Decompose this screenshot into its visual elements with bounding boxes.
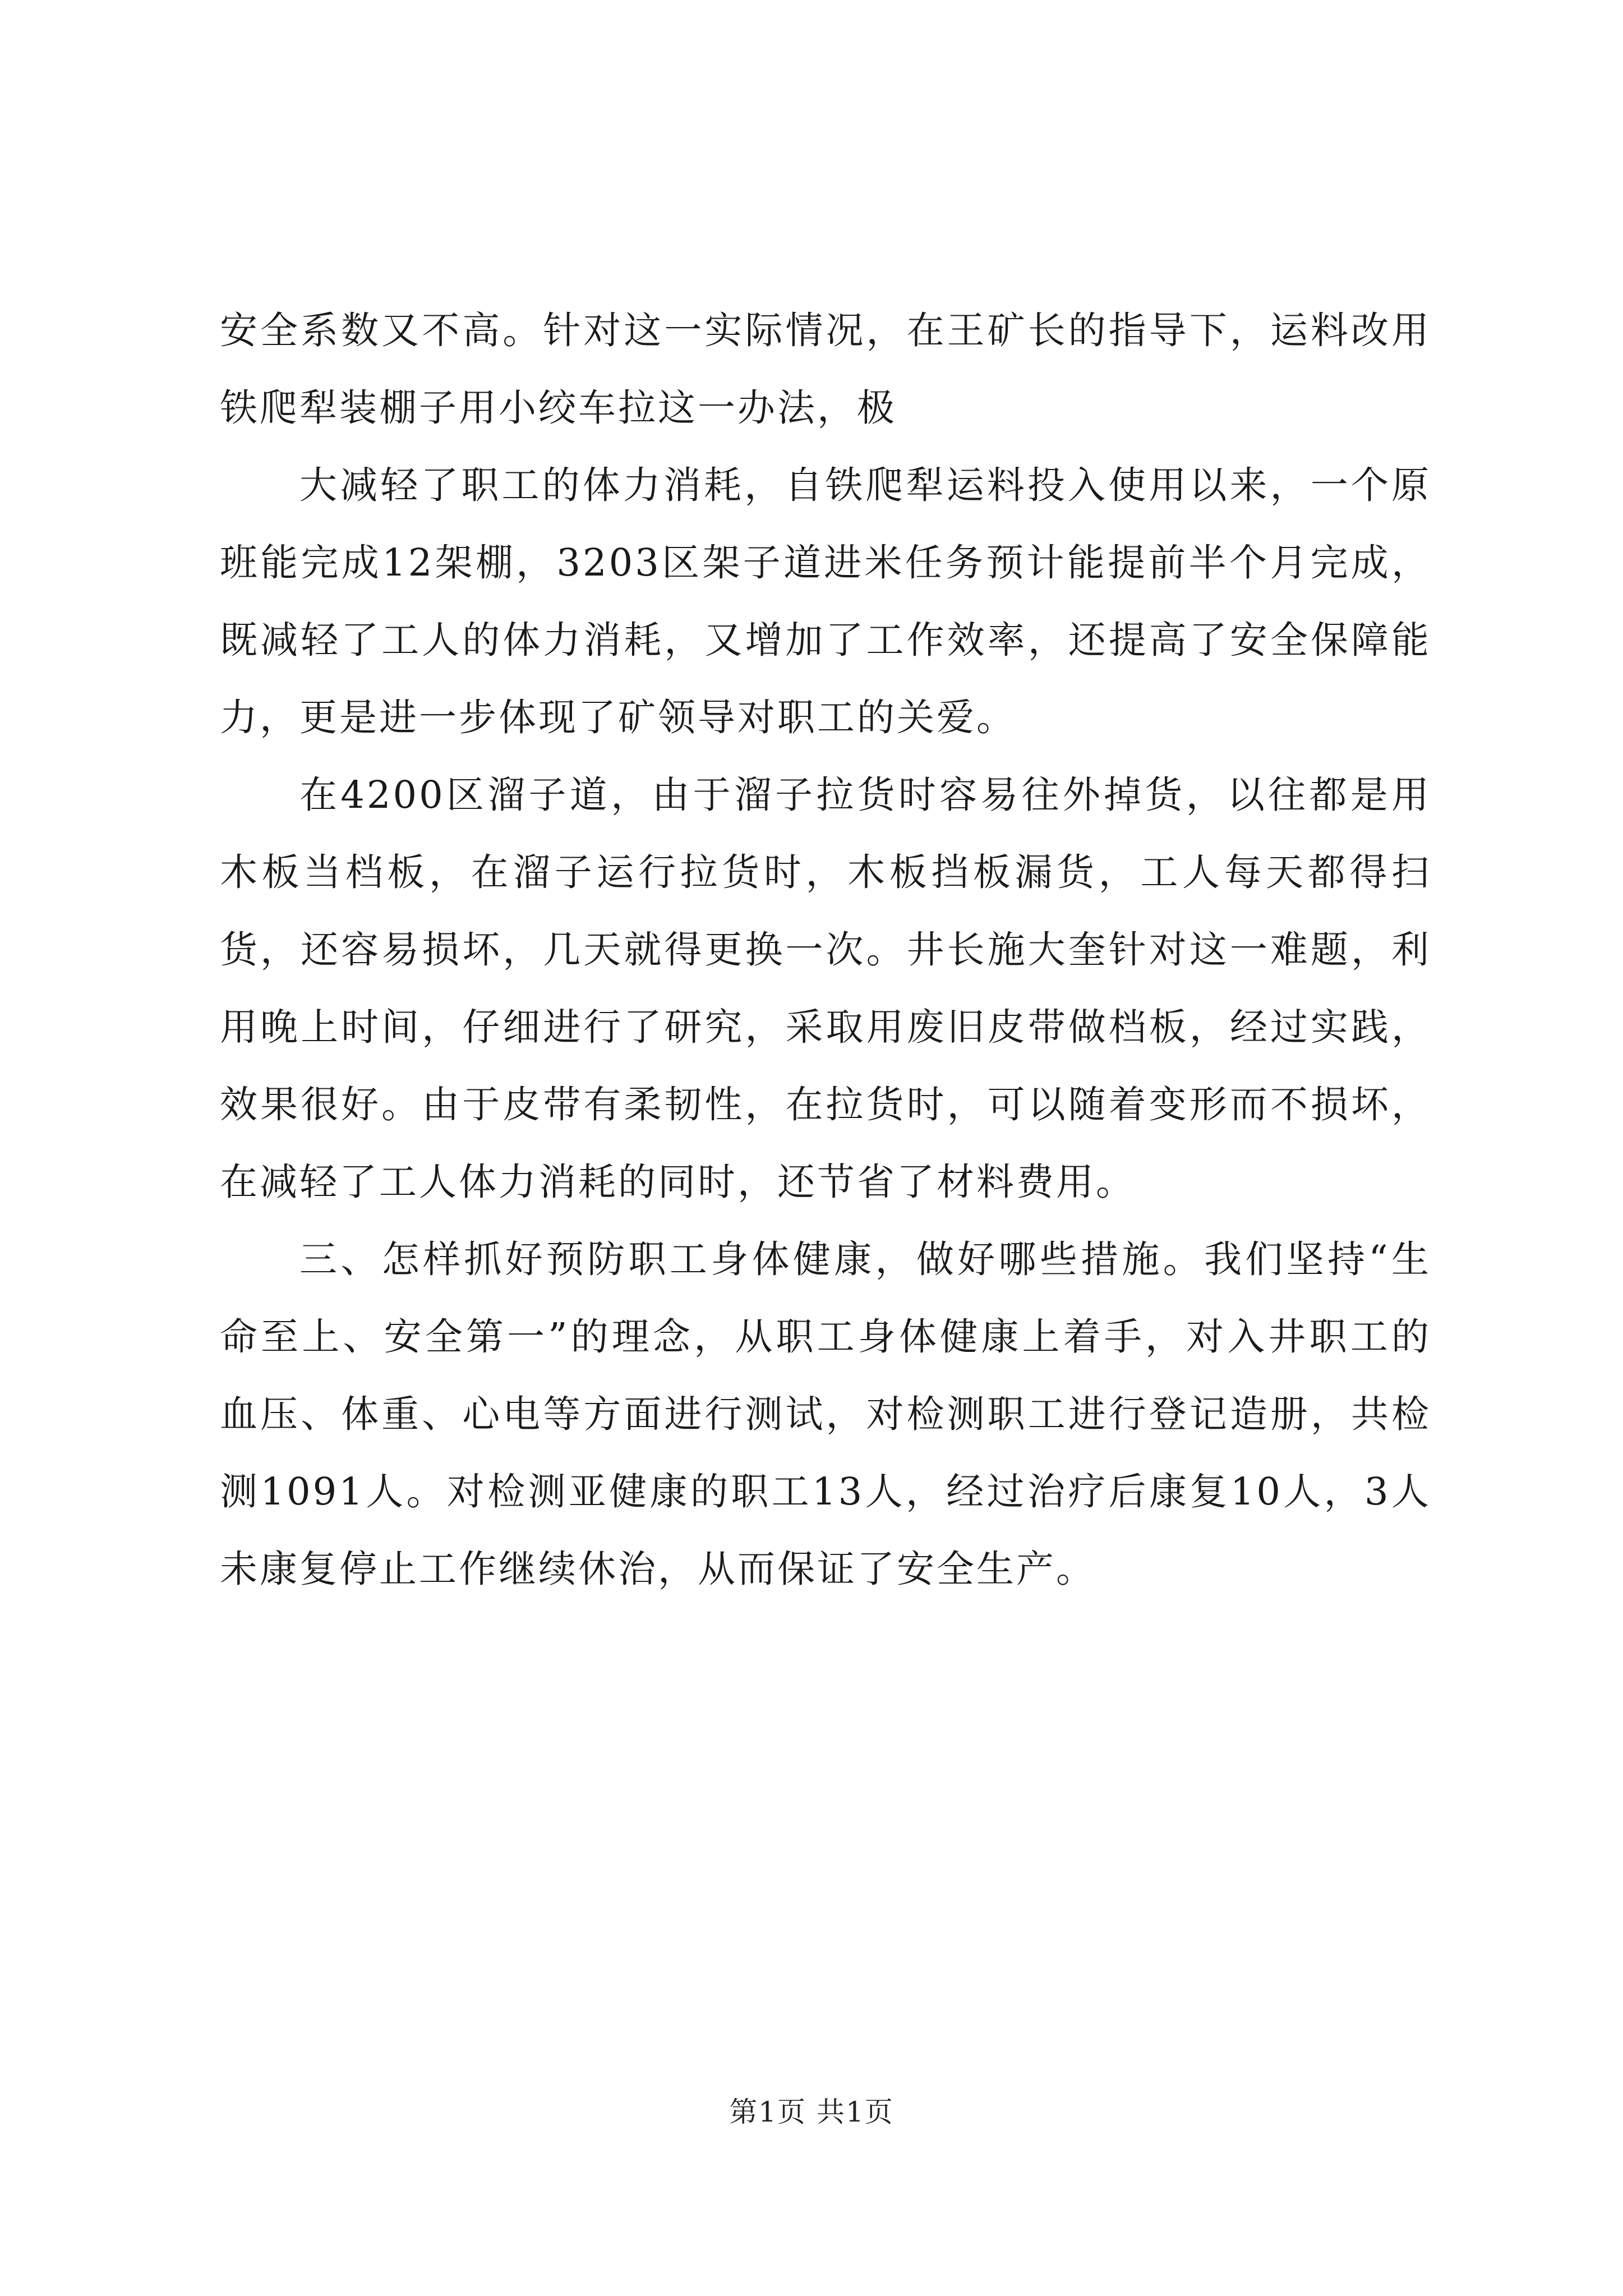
page-number-footer: 第1页 共1页 — [729, 2096, 894, 2128]
paragraph-health-measures: 三、怎样抓好预防职工身体健康，做好哪些措施。我们坚持“生命至上、安全第一”的理念，从职工身体健康上着手，对入井职工的血压、体重、心电等方面进行测试，对检测职工进行登记造册，共检测1091人。对检测亚健康的职工13人，经过治疗后康复10人，3人未康复停止工作继续休治，从而保证了安全生产。 — [220, 1237, 1431, 1591]
paragraph-iron-sled: 大减轻了职工的体力消耗，自铁爬犁运料投入使用以来，一个原班能完成12架棚，3203区架子道进米任务预计能提前半个月完成，既减轻了工人的体力消耗，又增加了工作效率，还提高了安全保障能力，更是进一步体现了矿领导对职工的关爱。 — [220, 463, 1431, 739]
paragraph-continued: 安全系数又不高。针对这一实际情况，在王矿长的指导下，运料改用铁爬犁装棚子用小绞车拉这一办法，极 — [220, 309, 1431, 430]
paragraph-conveyor-baffle: 在4200区溜子道，由于溜子拉货时容易往外掉货，以往都是用木板当档板，在溜子运行拉货时，木板挡板漏货，工人每天都得扫货，还容易损坏，几天就得更换一次。井长施大奎针对这一难题，利用晚上时间，仔细进行了研究，采取用废旧皮带做档板，经过实践，效果很好。由于皮带有柔韧性，在拉货时，可以随着变形而不损坏，在减轻了工人体力消耗的同时，还节省了材料费用。 — [220, 773, 1431, 1204]
document-body — [220, 292, 1431, 1608]
